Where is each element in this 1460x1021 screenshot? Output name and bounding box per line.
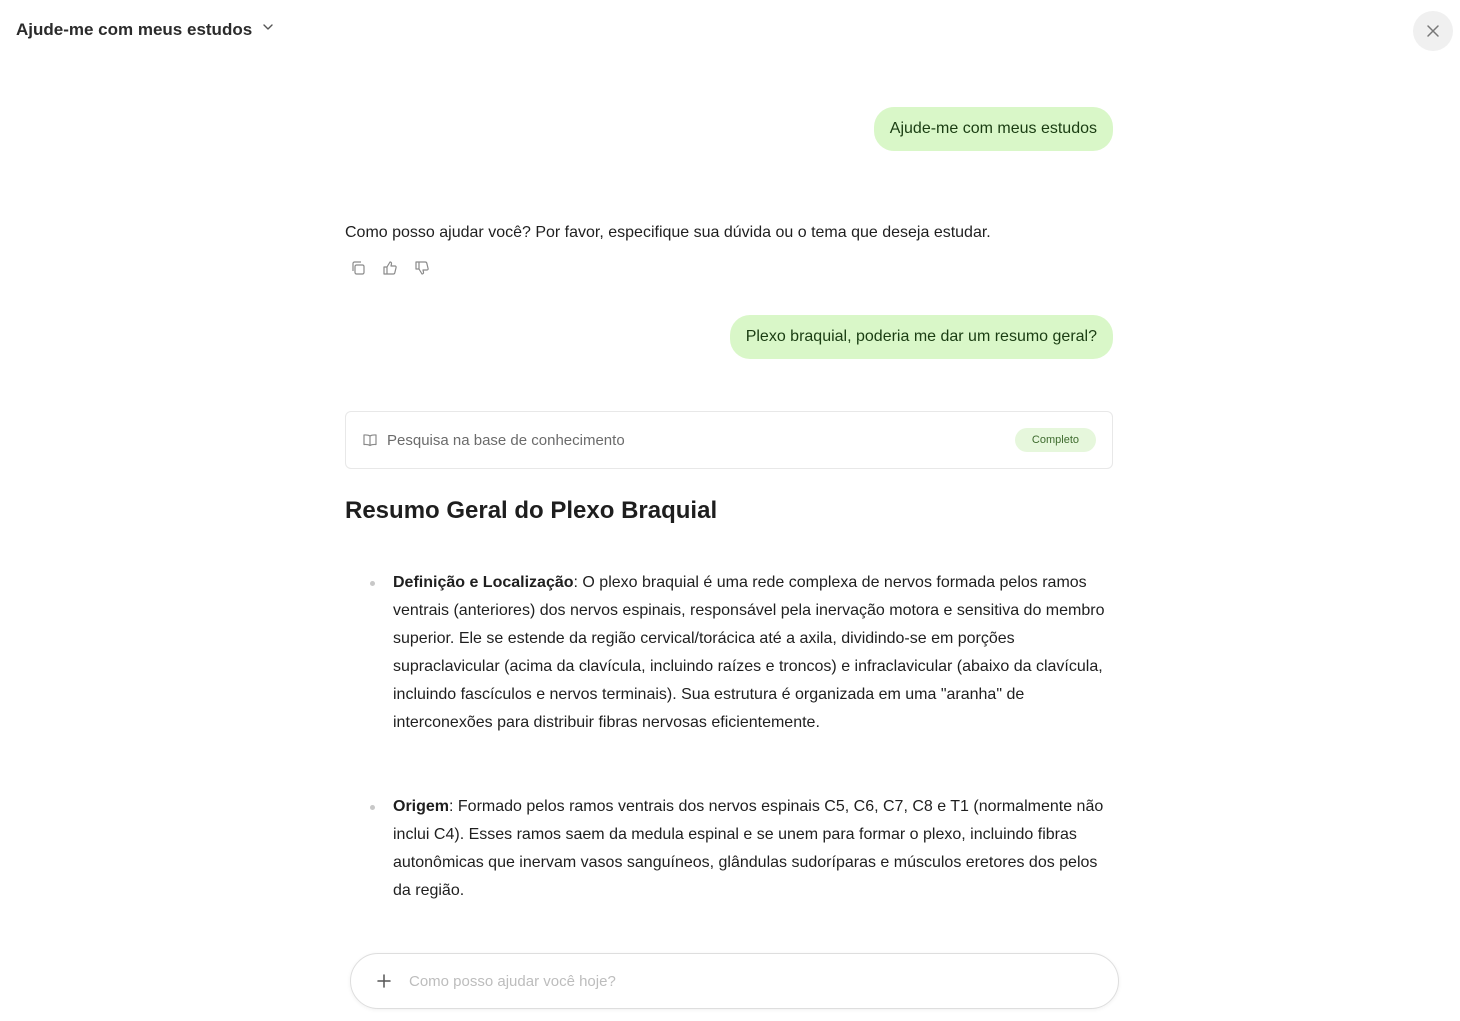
- message-actions: [349, 259, 431, 277]
- bullet-text: : Formado pelos ramos ventrais dos nervos espinais C5, C6, C7, C8 e T1 (normalmente não inclui C4). Esses ramos saem da medula espinal e se unem para formar o plexo, incluindo fibras autonômicas que inervam vasos sanguíneos, glândulas sudoríparas e músculos eretores dos pelos da região.: [393, 798, 1104, 899]
- user-message-bubble: [730, 315, 1113, 359]
- conversation-title: Ajude-me com meus estudos: [16, 19, 253, 39]
- knowledge-search-card[interactable]: [345, 411, 1113, 469]
- assistant-message-text: Como posso ajudar você? Por favor, especifique sua dúvida ou o tema que deseja estudar.: [345, 224, 991, 241]
- user-message-text: Ajude-me com meus estudos: [889, 120, 1097, 137]
- plus-icon[interactable]: [375, 972, 393, 990]
- message-input[interactable]: [409, 973, 1094, 990]
- list-item: [345, 793, 1113, 905]
- list-item: [345, 569, 1113, 737]
- bullet-text: : O plexo braquial é uma rede complexa de nervos formada pelos ramos ventrais (anteriores) dos nervos espinais, responsável pela inervação motora e sensitiva do membro superior. Ele se estende da região cervical/torácica até a axila, dividindo-se em porções supraclavicular (acima da clavícula, incluindo raízes e troncos) e infraclavicular (abaixo da clavícula, incluindo fascículos e nervos terminais). Sua estrutura é organizada em uma "aranha" de interconexões para distribuir fibras nervosas eficientemente.: [393, 574, 1105, 731]
- top-bar: [0, 0, 1460, 62]
- knowledge-search-label: Pesquisa na base de conhecimento: [387, 431, 625, 449]
- bullet-term: Origem: [393, 798, 450, 815]
- book-icon: [362, 432, 378, 448]
- thumbs-up-button[interactable]: [381, 259, 399, 277]
- user-message-bubble: [874, 107, 1113, 151]
- status-badge: Completo: [1015, 428, 1096, 452]
- answer-bullet-list: [345, 569, 1113, 905]
- user-message-text: Plexo braquial, poderia me dar um resumo geral?: [745, 328, 1097, 345]
- thumbs-down-icon: [414, 260, 430, 276]
- conversation-title-dropdown[interactable]: [16, 19, 276, 40]
- thumbs-down-button[interactable]: [413, 259, 431, 277]
- close-icon: [1424, 22, 1442, 40]
- message-composer: [350, 953, 1119, 1009]
- copy-icon: [350, 260, 366, 276]
- answer-heading: Resumo Geral do Plexo Braquial: [345, 497, 718, 524]
- chevron-down-icon: [260, 19, 276, 40]
- bullet-term: Definição e Localização: [393, 574, 574, 591]
- thumbs-up-icon: [382, 260, 398, 276]
- copy-button[interactable]: [349, 259, 367, 277]
- close-button[interactable]: [1413, 11, 1453, 51]
